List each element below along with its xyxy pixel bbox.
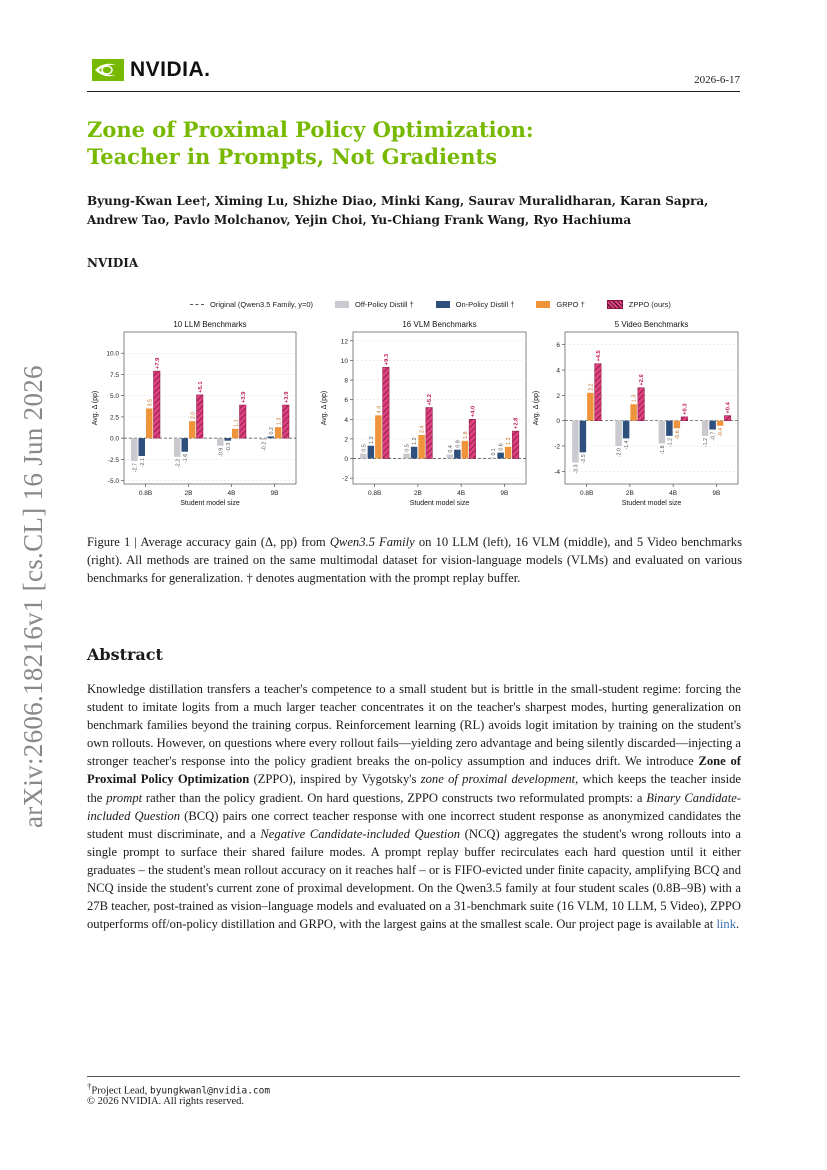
footnote-text: Project Lead, xyxy=(91,1085,150,1097)
data-label: 3.5 xyxy=(147,399,154,407)
x-tick-label: 2B xyxy=(184,490,193,497)
bar xyxy=(240,405,247,438)
nvidia-logo xyxy=(92,58,211,82)
y-tick-label: 6 xyxy=(344,397,348,405)
x-tick-label: 9B xyxy=(500,490,509,497)
y-tick-label: -2 xyxy=(342,475,348,483)
abstract-text: . xyxy=(736,917,740,932)
plot-frame xyxy=(124,332,296,484)
data-label: -2.5 xyxy=(580,454,587,464)
data-label: -2.0 xyxy=(616,448,623,458)
data-label: 4.4 xyxy=(376,405,383,414)
y-tick-label: 12 xyxy=(340,338,348,346)
bar xyxy=(283,405,290,438)
bar xyxy=(368,446,375,459)
bar xyxy=(447,455,454,459)
y-tick-label: 2 xyxy=(556,392,560,400)
data-label: +3.9 xyxy=(240,391,247,404)
data-label: -3.3 xyxy=(573,464,580,474)
x-tick-label: 0.8B xyxy=(579,490,594,497)
data-label: +3.9 xyxy=(283,391,290,404)
title-line-1: Zone of Proximal Policy Optimization: xyxy=(87,117,534,142)
data-label: 1.1 xyxy=(233,419,240,427)
bar xyxy=(189,421,196,438)
bar xyxy=(383,367,390,458)
bar xyxy=(623,421,630,439)
data-label: -1.6 xyxy=(182,453,189,463)
bar xyxy=(403,454,410,459)
y-tick-label: 7.5 xyxy=(109,371,119,379)
legend-label: Original (Qwen3.5 Family, y=0) xyxy=(210,300,314,309)
y-tick-label: 6 xyxy=(556,342,560,350)
abstract-body xyxy=(87,680,741,933)
bar xyxy=(702,421,709,436)
y-tick-label: -2.5 xyxy=(107,456,119,464)
data-label: +9.3 xyxy=(383,353,390,366)
legend-swatch-dashed xyxy=(190,304,204,305)
data-label: -0.2 xyxy=(261,441,268,451)
y-axis-label: Avg. Δ (pp) xyxy=(533,390,540,426)
bar xyxy=(490,458,497,459)
figure-legend xyxy=(190,300,693,309)
x-tick-label: 0.8B xyxy=(367,490,382,497)
abstract-text: (ZPPO), inspired by Vygotsky's xyxy=(249,772,421,787)
x-axis-label: Student model size xyxy=(409,500,470,507)
bar xyxy=(505,447,512,459)
x-axis-label: Student model size xyxy=(180,500,240,507)
bar xyxy=(681,417,688,421)
publication-date: 2026-6-17 xyxy=(694,74,740,86)
y-tick-label: 0.0 xyxy=(109,435,119,443)
chart-title: 10 LLM Benchmarks xyxy=(173,320,247,329)
data-label: 2.2 xyxy=(588,383,595,391)
data-label: 1.3 xyxy=(368,436,375,444)
bar xyxy=(139,438,146,456)
chart-title: 16 VLM Benchmarks xyxy=(402,320,477,329)
y-tick-label: 4 xyxy=(344,416,348,424)
x-axis-label: Student model size xyxy=(621,500,682,507)
bar xyxy=(717,421,724,426)
data-label: 0.2 xyxy=(268,427,275,435)
y-tick-label: 8 xyxy=(344,377,348,385)
bar xyxy=(497,453,504,459)
x-tick-label: 2B xyxy=(413,490,422,497)
bar xyxy=(182,438,189,452)
data-label: 2.0 xyxy=(190,411,197,420)
bar xyxy=(275,427,282,438)
data-label: 0.4 xyxy=(447,445,454,453)
bar xyxy=(659,421,666,444)
chart-title: 5 Video Benchmarks xyxy=(614,320,689,329)
legend-item-onpolicy xyxy=(436,300,515,309)
x-tick-label: 0.8B xyxy=(138,490,153,497)
data-label: -0.4 xyxy=(718,427,725,437)
y-axis-label: Avg. Δ (pp) xyxy=(92,390,99,426)
data-label: +7.9 xyxy=(154,357,161,370)
figure-caption xyxy=(87,533,742,587)
legend-swatch xyxy=(536,301,550,308)
y-tick-label: -2 xyxy=(554,443,560,451)
abstract-text: Knowledge distillation transfers a teacher's competence to a small student but is brittle in the small-student regime: forcing the student to imitate logits from a much larger teacher concentrates it on the teacher's sharpest modes, hurting generalization on benchmark families beyond the training corpus. Reinforcement learning (RL) avoids logit imitation by training on the student's own rollouts. However, on questions where every rollout fails—yielding zero advantage and being silently discarded—injecting a stronger teacher's response into the policy gradient breaks the on-policy assumption and induces drift. We introduce xyxy=(87,682,741,769)
y-axis-label: Avg. Δ (pp) xyxy=(321,390,328,426)
data-label: 1.3 xyxy=(631,394,638,403)
caption-emphasis: Qwen3.5 Family xyxy=(329,535,415,549)
data-label: 0.1 xyxy=(491,448,498,456)
bar xyxy=(512,431,519,458)
bar xyxy=(709,421,716,430)
data-label: 1.8 xyxy=(462,431,469,439)
title-line-2: Teacher in Prompts, Not Gradients xyxy=(87,144,498,169)
bar xyxy=(572,421,579,463)
header-rule xyxy=(87,91,740,92)
data-label: +4.5 xyxy=(595,350,602,362)
x-tick-label: 9B xyxy=(270,490,279,497)
author-list xyxy=(87,192,742,230)
y-tick-label: 10.0 xyxy=(106,350,119,358)
abstract-emphasis: prompt xyxy=(106,790,143,805)
legend-item-offpolicy xyxy=(335,300,414,309)
legend-label: Off-Policy Distill † xyxy=(355,300,414,309)
y-tick-label: 2 xyxy=(344,436,348,444)
affiliation: NVIDIA xyxy=(87,256,139,270)
data-label: -2.1 xyxy=(139,457,146,468)
bar xyxy=(217,438,224,446)
footnote-rule xyxy=(87,1076,740,1077)
data-label: 1.2 xyxy=(506,437,513,445)
abstract-text: (NCQ) aggregates the student's wrong rollouts into a single prompt to surface their shared failure modes. A prompt replay buffer recirculates each hard question until it either graduates – the student's mean rollout accuracy on it reaches half – or is FIFO-evicted under finite capacity, amplifying BCQ and NCQ inside the student's current zone of proximal development. On the Qwen3.5 family at four student scales (0.8B–9B) with a 27B teacher, post-trained as vision–language models and evaluated on a 31-benchmark suite (16 VLM, 10 LLM, 5 Video), ZPPO outperforms off/on-policy distillation and GRPO, with the largest gains at the smallest scale. Our project page is available at xyxy=(87,826,741,932)
bar xyxy=(469,419,476,458)
legend-swatch-hatched xyxy=(607,300,623,309)
y-tick-label: 10 xyxy=(340,357,348,365)
bar xyxy=(615,421,622,446)
paper-title xyxy=(87,116,534,170)
bar xyxy=(674,421,681,429)
authors-line-2: Andrew Tao, Pavlo Molchanov, Yejin Choi, Yu-Chiang Frank Wang, Ryo Hachiuma xyxy=(87,213,632,227)
y-tick-label: 0 xyxy=(556,418,560,426)
y-tick-label: 2.5 xyxy=(109,414,119,422)
y-tick-label: -4 xyxy=(554,468,560,476)
data-label: -0.9 xyxy=(218,447,225,457)
data-label: +0.3 xyxy=(682,403,689,415)
data-label: +2.6 xyxy=(639,374,646,386)
legend-label: GRPO † xyxy=(556,300,585,309)
chart-vlm xyxy=(321,320,526,507)
data-label: 0.5 xyxy=(361,444,368,452)
legend-item-grpo xyxy=(536,300,584,309)
data-label: -1.2 xyxy=(667,437,674,448)
data-label: +4.0 xyxy=(470,405,477,418)
data-label: 0.5 xyxy=(404,444,411,452)
data-label: 0.6 xyxy=(498,443,505,451)
x-tick-label: 2B xyxy=(625,490,634,497)
bar xyxy=(411,447,418,459)
bar xyxy=(418,435,425,459)
abstract-emphasis: zone of proximal development xyxy=(420,772,576,787)
data-label: -0.6 xyxy=(674,430,681,440)
chart-video xyxy=(533,320,738,507)
legend-item-original xyxy=(190,300,313,309)
bar xyxy=(638,388,645,421)
y-tick-label: 0 xyxy=(344,456,348,464)
caption-text: on 10 LLM (left), 16 VLM (middle), and 5 Video benchmarks (right). All methods are trained on the same multimodal dataset for vision-language models (VLMs) and evaluated on various benchmarks for generalization. † denotes augmentation with the prompt replay buffer. xyxy=(87,535,742,585)
abstract-text: , which keeps the teacher inside the xyxy=(87,772,741,805)
caption-text: Figure 1 | Average accuracy gain (Δ, pp) from xyxy=(87,535,330,549)
bar xyxy=(630,404,637,420)
data-label: 2.4 xyxy=(419,425,426,433)
data-label: +2.8 xyxy=(513,417,520,430)
data-label: 1.2 xyxy=(412,437,419,445)
y-tick-label: 4 xyxy=(556,367,560,375)
x-tick-label: 9B xyxy=(712,490,721,497)
bar xyxy=(462,441,469,459)
data-label: -1.2 xyxy=(703,437,710,448)
data-label: -1.4 xyxy=(624,440,631,450)
data-label: -2.7 xyxy=(132,463,139,473)
x-tick-label: 4B xyxy=(669,490,678,497)
method-name: Zone of Proximal Policy Optimization xyxy=(87,754,741,787)
bar xyxy=(154,371,161,438)
bar xyxy=(131,438,138,461)
bar xyxy=(666,421,673,436)
legend-label: On-Policy Distill † xyxy=(455,300,515,309)
abstract-emphasis: Binary Candidate-included Question xyxy=(87,790,741,823)
bar xyxy=(146,408,153,438)
bar xyxy=(232,429,239,438)
data-label: -0.3 xyxy=(225,442,232,452)
data-label: -1.8 xyxy=(659,445,666,455)
bar xyxy=(360,454,367,459)
abstract-heading: Abstract xyxy=(87,645,163,664)
footnote-project-lead xyxy=(87,1081,270,1097)
copyright: © 2026 NVIDIA. All rights reserved. xyxy=(87,1096,244,1107)
x-tick-label: 4B xyxy=(457,490,466,497)
legend-swatch xyxy=(335,301,349,308)
y-tick-label: 5.0 xyxy=(109,393,119,401)
legend-swatch xyxy=(436,301,450,308)
chart-llm xyxy=(92,320,296,507)
bar xyxy=(268,436,275,438)
bar xyxy=(426,408,433,459)
data-label: 1.3 xyxy=(276,417,283,426)
nvidia-eye-icon xyxy=(92,59,124,81)
bar xyxy=(587,393,594,421)
bar xyxy=(595,364,602,421)
bar xyxy=(225,438,232,441)
figure-charts xyxy=(87,312,747,512)
data-label: -0.7 xyxy=(710,431,717,441)
abstract-text: rather than the policy gradient. On hard questions, ZPPO constructs two reformulated prompts: a xyxy=(142,790,647,805)
authors-line-1: Byung-Kwan Lee†, Ximing Lu, Shizhe Diao, Minki Kang, Saurav Muralidharan, Karan Sapra, xyxy=(87,194,709,208)
email-address: byungkwanl@nvidia.com xyxy=(149,1085,271,1097)
bar xyxy=(724,416,731,421)
bar xyxy=(580,421,587,453)
bar xyxy=(197,395,204,438)
bar xyxy=(174,438,181,457)
bar xyxy=(454,450,461,459)
data-label: +5.1 xyxy=(197,381,204,393)
logo-text: NVIDIA. xyxy=(130,58,211,81)
x-tick-label: 4B xyxy=(227,490,236,497)
legend-label: ZPPO (ours) xyxy=(628,300,671,309)
data-label: +5.2 xyxy=(427,394,434,406)
y-tick-label: -5.0 xyxy=(107,478,119,486)
data-label: 0.9 xyxy=(455,440,462,448)
bar xyxy=(260,438,267,440)
legend-item-zppo xyxy=(607,300,671,309)
data-label: -2.2 xyxy=(175,458,182,468)
data-label: +0.4 xyxy=(725,402,732,414)
project-page-link[interactable]: link xyxy=(716,917,737,932)
abstract-emphasis: Negative Candidate-included Question xyxy=(260,826,461,841)
abstract-text: (BCQ) pairs one correct teacher response with one incorrect student response as anonymized candidates the student must discriminate, and a xyxy=(87,808,741,841)
bar xyxy=(375,415,382,458)
arxiv-stamp: arXiv:2606.18216v1 [cs.CL] 16 Jun 2026 xyxy=(18,365,48,828)
footnote-mark: † xyxy=(87,1081,92,1091)
